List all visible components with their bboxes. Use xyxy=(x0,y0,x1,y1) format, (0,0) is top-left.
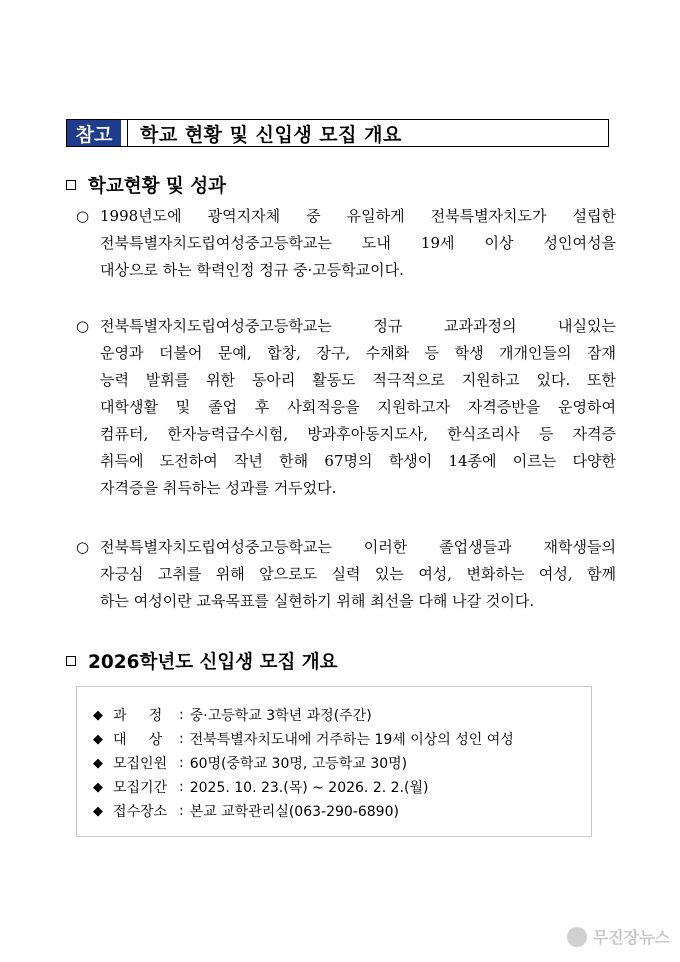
paragraph-line: 1998년도에 광역지자체 중 유일하게 전북특별자치도가 설립한 xyxy=(100,207,616,225)
paragraph-line: 운영과 더불어 문예, 합창, 장구, 수채화 등 학생 개개인들의 잠재 xyxy=(100,344,616,362)
info-label: 모집인원 xyxy=(113,756,168,772)
info-value: 중·고등학교 3학년 과정(주간) xyxy=(189,708,372,724)
paragraph xyxy=(76,313,616,502)
diamond-bullet-icon: ◆ xyxy=(93,779,103,795)
circle-bullet-icon: ○ xyxy=(76,317,90,335)
paragraph-line: 전북특별자치도립여성중고등학교는 이러한 졸업생들과 재학생들의 xyxy=(100,538,616,556)
info-row: ◆ 대 상 : 전북특별자치도내에 거주하는 19세 이상의 성인 여성 xyxy=(93,731,514,748)
section-heading-status xyxy=(66,172,226,198)
paragraph-line: 컴퓨터, 한자능력급수시험, 방과후아동지도사, 한식조리사 등 자격증 xyxy=(100,425,616,443)
info-label: 모집기간 xyxy=(113,780,168,796)
circle-bullet-icon: ○ xyxy=(76,538,90,556)
paragraph-line: 자긍심 고취를 위해 앞으로도 실력 있는 여성, 변화하는 여성, 함께 xyxy=(100,565,616,583)
paragraph xyxy=(76,203,616,284)
info-row: ◆ 모집인원 : 60명(중학교 30명, 고등학교 30명) xyxy=(93,755,408,772)
paragraph-line: 전북특별자치도립여성중고등학교는 도내 19세 이상 성인여성을 xyxy=(100,234,616,252)
page-title: 학교 현황 및 신입생 모집 개요 xyxy=(140,123,402,146)
paragraph-line: 대학생활 및 졸업 후 사회적응을 지원하고자 자격증반을 운영하여 xyxy=(100,398,616,416)
reference-badge: 참고 xyxy=(67,120,121,146)
paragraph-line: 취득에 도전하여 작년 한해 67명의 학생이 14종에 이르는 다양한 xyxy=(100,452,616,470)
circle-bullet-icon: ○ xyxy=(76,207,90,225)
paragraph-line: 자격증을 취득하는 성과를 거두었다. xyxy=(100,479,337,497)
info-value: 본교 교학관리실(063-290-6890) xyxy=(189,804,399,820)
section-heading-recruitment xyxy=(66,648,338,674)
title-box xyxy=(66,119,609,147)
info-label: 과 정 xyxy=(113,708,163,724)
title-divider xyxy=(121,120,128,146)
diamond-bullet-icon: ◆ xyxy=(93,803,103,819)
section-heading-text: 학교현황 및 성과 xyxy=(88,176,226,197)
paragraph-line: 대상으로 하는 학력인정 정규 중·고등학교이다. xyxy=(100,261,404,279)
info-row: ◆ 접수장소 : 본교 교학관리실(063-290-6890) xyxy=(93,803,399,820)
paragraph-line: 하는 여성이란 교육목표를 실현하기 위해 최선을 다해 나갈 것이다. xyxy=(100,592,535,610)
diamond-bullet-icon: ◆ xyxy=(93,731,103,747)
info-value: 2025. 10. 23.(목) ~ 2026. 2. 2.(월) xyxy=(189,780,429,796)
section-heading-text: 2026학년도 신입생 모집 개요 xyxy=(88,652,338,673)
watermark-text: 무진장뉴스 xyxy=(592,928,670,947)
recruitment-info-box xyxy=(76,686,592,837)
info-row: ◆ 모집기간 : 2025. 10. 23.(목) ~ 2026. 2. 2.(월) xyxy=(93,779,429,796)
watermark xyxy=(567,925,670,948)
paragraph xyxy=(76,534,616,615)
news-logo-icon xyxy=(567,927,587,947)
paragraph-line: 능력 발휘를 위한 동아리 활동도 적극적으로 지원하고 있다. 또한 xyxy=(100,371,616,389)
diamond-bullet-icon: ◆ xyxy=(93,707,103,723)
info-row: ◆ 과 정 : 중·고등학교 3학년 과정(주간) xyxy=(93,707,372,724)
info-label: 접수장소 xyxy=(113,804,168,820)
checkbox-square-icon xyxy=(66,180,76,190)
info-label: 대 상 xyxy=(113,732,163,748)
paragraph-line: 전북특별자치도립여성중고등학교는 정규 교과과정의 내실있는 xyxy=(100,317,616,335)
checkbox-square-icon xyxy=(66,656,76,666)
info-value: 전북특별자치도내에 거주하는 19세 이상의 성인 여성 xyxy=(189,732,514,748)
diamond-bullet-icon: ◆ xyxy=(93,755,103,771)
info-value: 60명(중학교 30명, 고등학교 30명) xyxy=(189,756,408,772)
